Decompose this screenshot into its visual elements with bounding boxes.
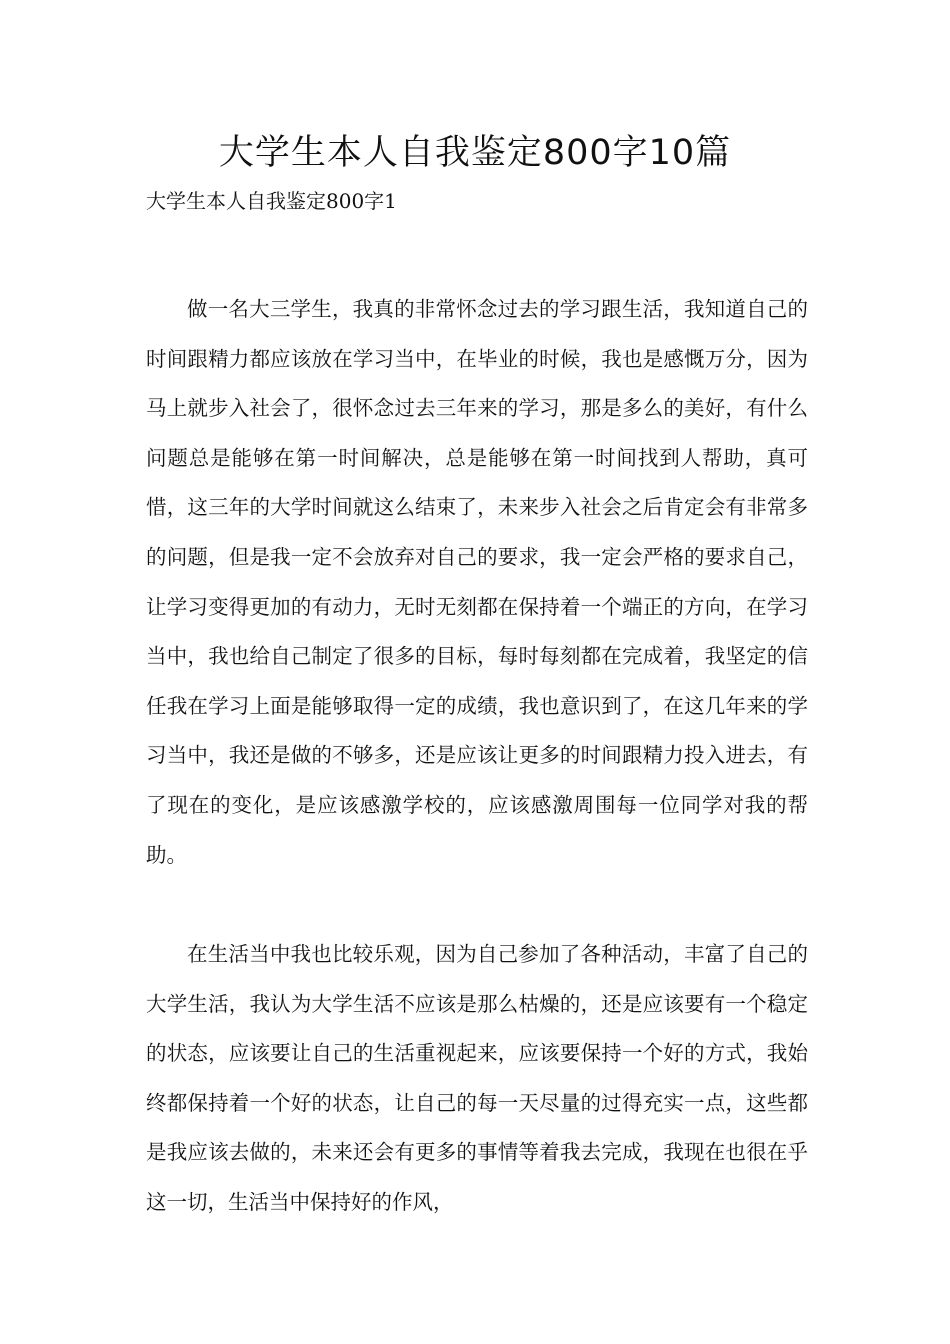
document-title: 大学生本人自我鉴定800字10篇 xyxy=(218,133,732,173)
body-paragraph-1: 做一名大三学生，我真的非常怀念过去的学习跟生活，我知道自己的时间跟精力都应该放在学习当中，在毕业的时候，我也是感慨万分，因为马上就步入社会了，很怀念过去三年来的学习，那是多么的美好，有什么问题总是能够在第一时间解决，总是能够在第一时间找到人帮助，真可惜，这三年的大学时间就这么结束了，未来步入社会之后肯定会有非常多的问题，但是我一定不会放弃对自己的要求，我一定会严格的要求自己，让学习变得更加的有动力，无时无刻都在保持着一个端正的方向，在学习当中，我也给自己制定了很多的目标，每时每刻都在完成着，我坚定的信任我在学习上面是能够取得一定的成绩，我也意识到了，在这几年来的学习当中，我还是做的不够多，还是应该让更多的时间跟精力投入进去，有了现在的变化，是应该感激学校的，应该感激周围每一位同学对我的帮助。 xyxy=(146,297,808,867)
body-paragraph-2: 在生活当中我也比较乐观，因为自己参加了各种活动，丰富了自己的大学生活，我认为大学生活不应该是那么枯燥的，还是应该要有一个稳定的状态，应该要让自己的生活重视起来，应该要保持一个好的方式，我始终都保持着一个好的状态，让自己的每一天尽量的过得充实一点，这些都是我应该去做的，未来还会有更多的事情等着我去完成，我现在也很在乎这一切，生活当中保持好的作风， xyxy=(146,942,808,1214)
section-heading: 大学生本人自我鉴定800字1 xyxy=(146,189,397,213)
